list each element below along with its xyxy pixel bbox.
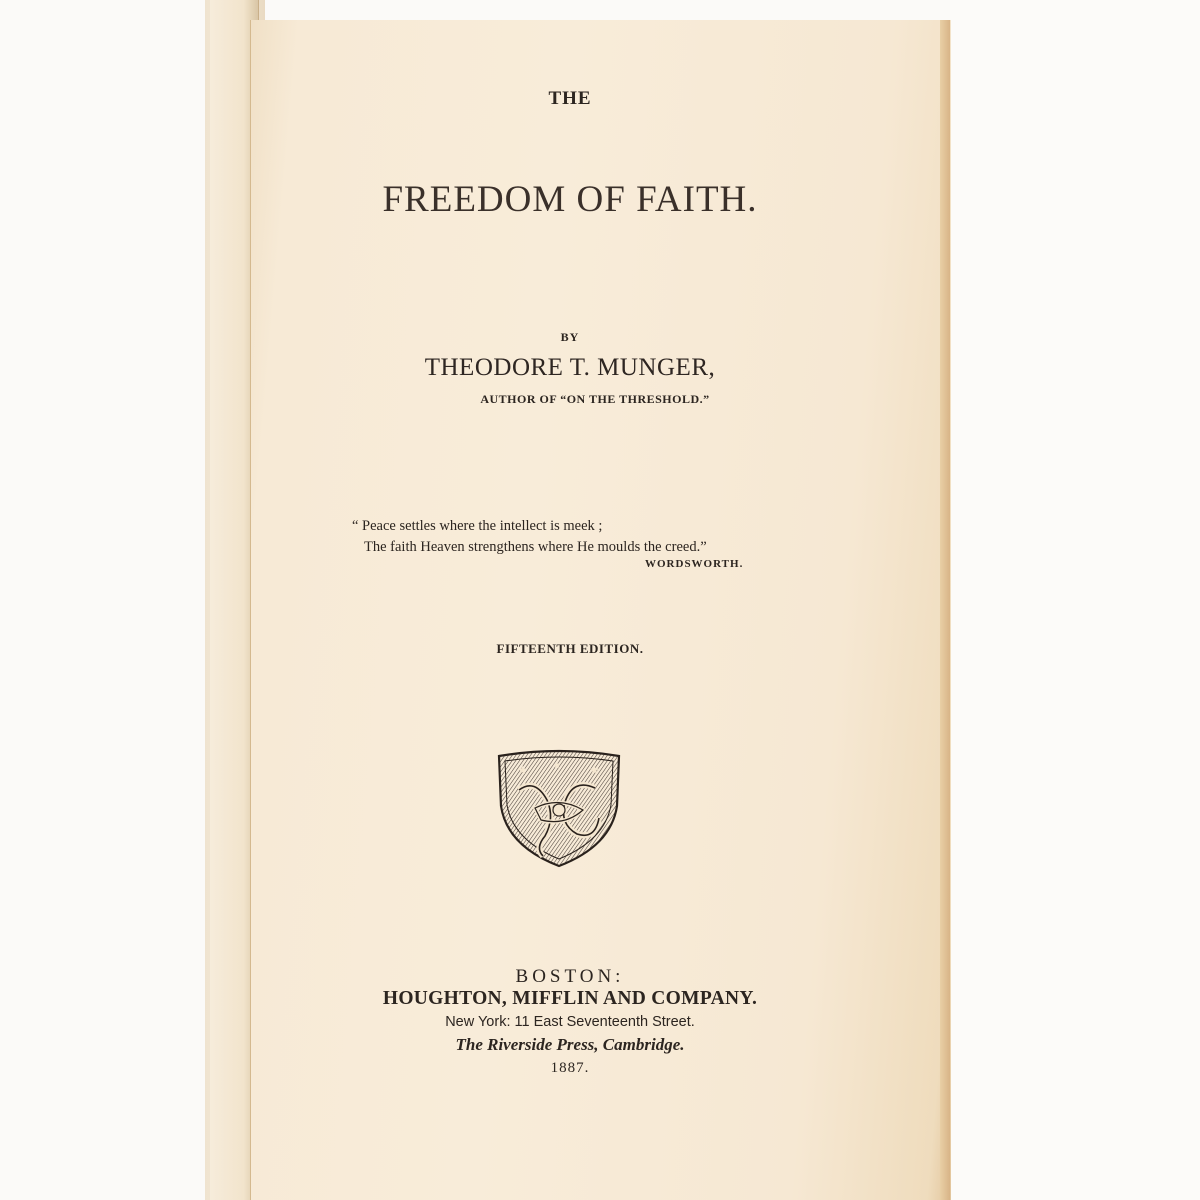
author-name: THEODORE T. MUNGER, [424, 354, 716, 381]
svg-text:★: ★ [517, 763, 528, 777]
author-note: AUTHOR OF “ON THE THRESHOLD.” [480, 392, 710, 406]
new-york-address: New York: 11 East Seventeenth Street. [445, 1014, 695, 1030]
publication-year: 1887. [550, 1060, 590, 1076]
edition-label: FIFTEENTH EDITION. [496, 641, 644, 656]
title-article: THE [548, 88, 592, 109]
imprint-city: BOSTON: [515, 966, 625, 987]
press-name: The Riverside Press, Cambridge. [455, 1035, 685, 1054]
svg-text:★: ★ [589, 763, 600, 777]
epigraph-attribution: WORDSWORTH. [645, 558, 744, 570]
book-title: FREEDOM OF FAITH. [382, 179, 758, 220]
svg-text:★: ★ [553, 761, 562, 771]
epigraph-line-2: The faith Heaven strengthens where He moulds the creed.” [364, 539, 707, 555]
shield-monogram-icon [495, 748, 623, 868]
page-fore-edge [940, 20, 950, 1200]
by-line: BY [560, 330, 580, 344]
epigraph-line-1: “ Peace settles where the intellect is meek ; [352, 518, 603, 534]
publisher-name: HOUGHTON, MIFFLIN AND COMPANY. [382, 988, 758, 1009]
right-background [950, 0, 1200, 1200]
